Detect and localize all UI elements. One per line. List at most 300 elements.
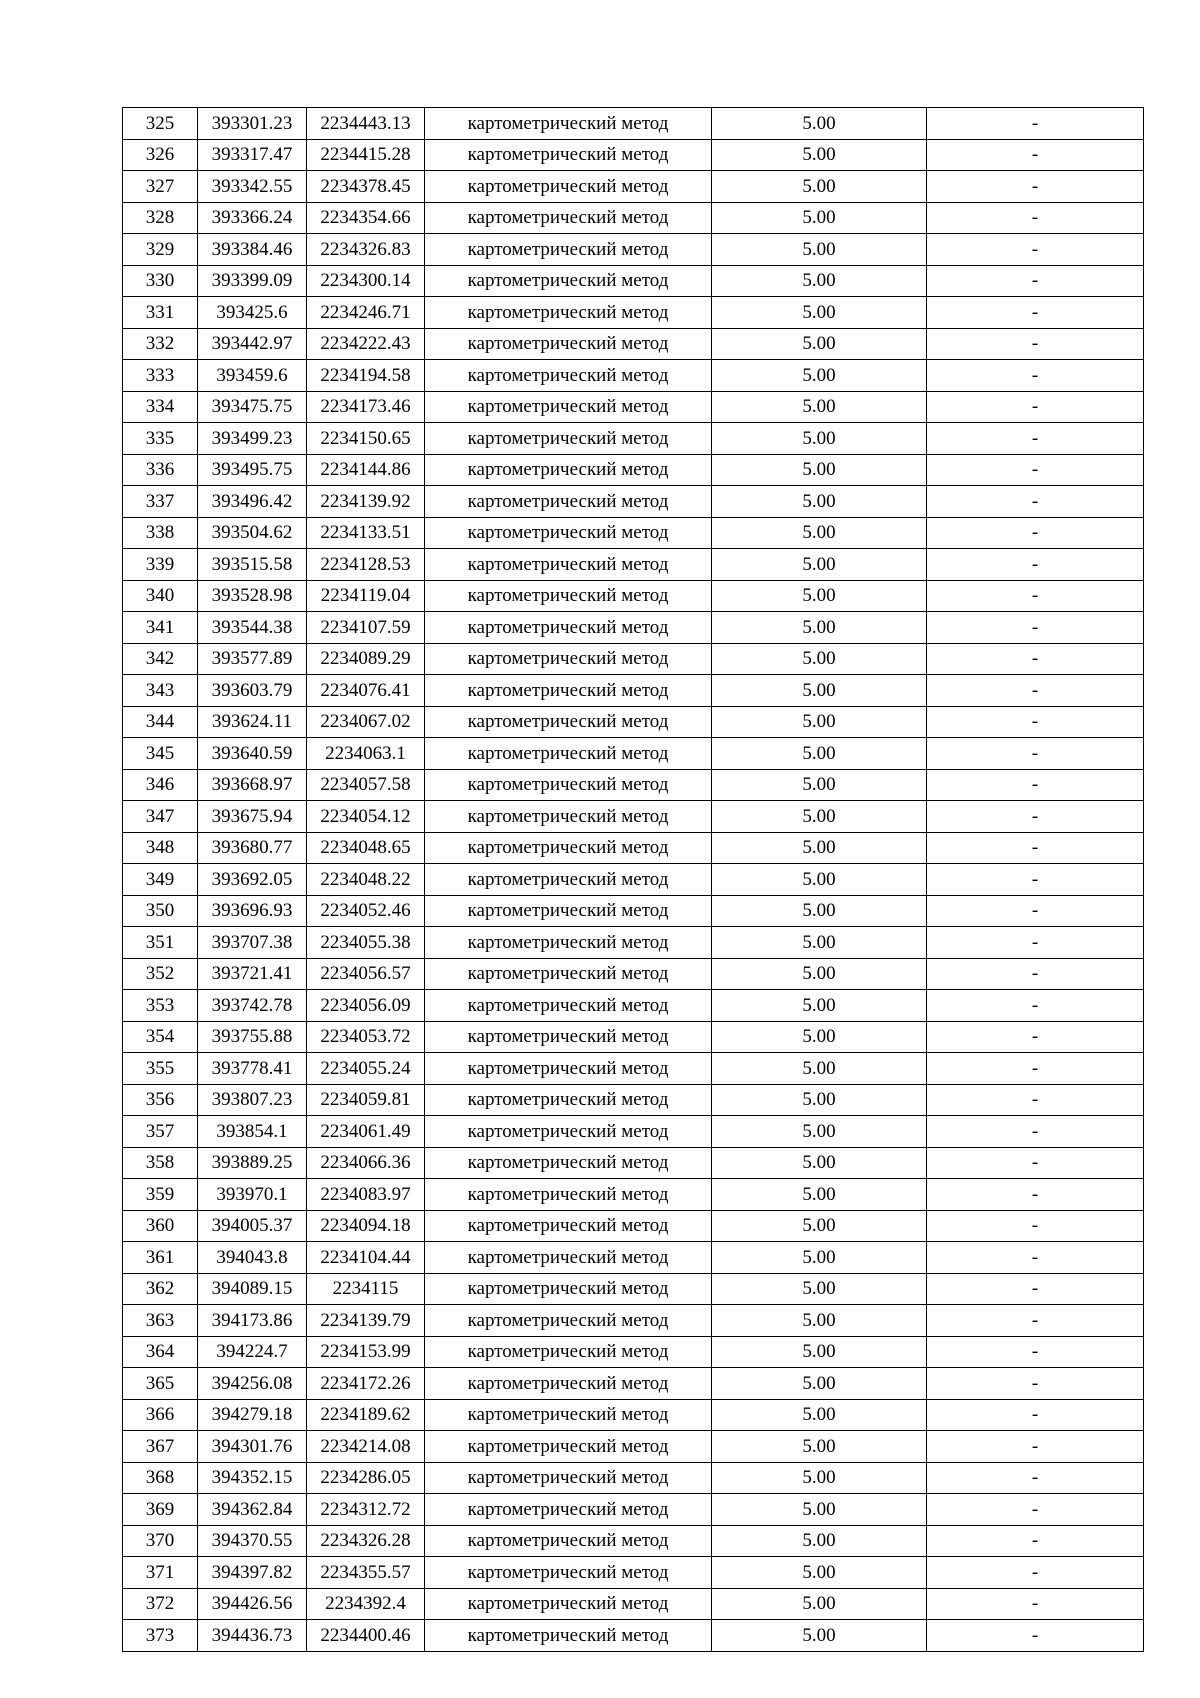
table-row — [123, 612, 1144, 644]
x-coordinate-cell: 394224.7 — [198, 1336, 307, 1368]
method-cell: картометрический метод — [425, 108, 712, 140]
method-cell: картометрический метод — [425, 612, 712, 644]
x-coordinate-cell: 393889.25 — [198, 1147, 307, 1179]
x-coordinate-cell: 393692.05 — [198, 864, 307, 896]
y-coordinate-cell: 2234312.72 — [307, 1494, 425, 1526]
accuracy-cell: 5.00 — [712, 801, 927, 833]
point-number-cell: 353 — [123, 990, 198, 1022]
x-coordinate-cell: 393544.38 — [198, 612, 307, 644]
y-coordinate-cell: 2234104.44 — [307, 1242, 425, 1274]
point-number-cell: 331 — [123, 297, 198, 329]
x-coordinate-cell: 393528.98 — [198, 580, 307, 612]
x-coordinate-cell: 393459.6 — [198, 360, 307, 392]
table-row — [123, 328, 1144, 360]
table-row — [123, 832, 1144, 864]
x-coordinate-cell: 393504.62 — [198, 517, 307, 549]
method-cell: картометрический метод — [425, 1462, 712, 1494]
description-cell: - — [927, 1588, 1144, 1620]
description-cell: - — [927, 675, 1144, 707]
point-number-cell: 332 — [123, 328, 198, 360]
method-cell: картометрический метод — [425, 895, 712, 927]
y-coordinate-cell: 2234055.24 — [307, 1053, 425, 1085]
y-coordinate-cell: 2234326.83 — [307, 234, 425, 266]
method-cell: картометрический метод — [425, 1021, 712, 1053]
accuracy-cell: 5.00 — [712, 328, 927, 360]
description-cell: - — [927, 423, 1144, 455]
point-number-cell: 350 — [123, 895, 198, 927]
point-number-cell: 369 — [123, 1494, 198, 1526]
table-row — [123, 769, 1144, 801]
y-coordinate-cell: 2234189.62 — [307, 1399, 425, 1431]
method-cell: картометрический метод — [425, 328, 712, 360]
table-row — [123, 1336, 1144, 1368]
description-cell: - — [927, 958, 1144, 990]
method-cell: картометрический метод — [425, 202, 712, 234]
table-row — [123, 1116, 1144, 1148]
accuracy-cell: 5.00 — [712, 1179, 927, 1211]
y-coordinate-cell: 2234144.86 — [307, 454, 425, 486]
accuracy-cell: 5.00 — [712, 1242, 927, 1274]
method-cell: картометрический метод — [425, 423, 712, 455]
y-coordinate-cell: 2234133.51 — [307, 517, 425, 549]
point-number-cell: 328 — [123, 202, 198, 234]
point-number-cell: 356 — [123, 1084, 198, 1116]
table-row — [123, 234, 1144, 266]
accuracy-cell: 5.00 — [712, 360, 927, 392]
table-row — [123, 706, 1144, 738]
description-cell: - — [927, 1399, 1144, 1431]
point-number-cell: 372 — [123, 1588, 198, 1620]
method-cell: картометрический метод — [425, 517, 712, 549]
accuracy-cell: 5.00 — [712, 580, 927, 612]
x-coordinate-cell: 394426.56 — [198, 1588, 307, 1620]
y-coordinate-cell: 2234089.29 — [307, 643, 425, 675]
point-number-cell: 335 — [123, 423, 198, 455]
table-row — [123, 1305, 1144, 1337]
x-coordinate-cell: 393442.97 — [198, 328, 307, 360]
x-coordinate-cell: 393778.41 — [198, 1053, 307, 1085]
table-row — [123, 1431, 1144, 1463]
y-coordinate-cell: 2234128.53 — [307, 549, 425, 581]
point-number-cell: 363 — [123, 1305, 198, 1337]
point-number-cell: 358 — [123, 1147, 198, 1179]
table-row — [123, 1053, 1144, 1085]
y-coordinate-cell: 2234214.08 — [307, 1431, 425, 1463]
method-cell: картометрический метод — [425, 864, 712, 896]
accuracy-cell: 5.00 — [712, 171, 927, 203]
description-cell: - — [927, 1084, 1144, 1116]
y-coordinate-cell: 2234052.46 — [307, 895, 425, 927]
accuracy-cell: 5.00 — [712, 517, 927, 549]
y-coordinate-cell: 2234057.58 — [307, 769, 425, 801]
y-coordinate-cell: 2234246.71 — [307, 297, 425, 329]
description-cell: - — [927, 234, 1144, 266]
accuracy-cell: 5.00 — [712, 1494, 927, 1526]
x-coordinate-cell: 393603.79 — [198, 675, 307, 707]
accuracy-cell: 5.00 — [712, 1084, 927, 1116]
description-cell: - — [927, 1462, 1144, 1494]
point-number-cell: 362 — [123, 1273, 198, 1305]
point-number-cell: 337 — [123, 486, 198, 518]
description-cell: - — [927, 139, 1144, 171]
description-cell: - — [927, 1336, 1144, 1368]
table-row — [123, 1021, 1144, 1053]
accuracy-cell: 5.00 — [712, 139, 927, 171]
x-coordinate-cell: 393742.78 — [198, 990, 307, 1022]
coordinates-table — [122, 107, 1144, 1652]
point-number-cell: 348 — [123, 832, 198, 864]
table-row — [123, 517, 1144, 549]
y-coordinate-cell: 2234061.49 — [307, 1116, 425, 1148]
point-number-cell: 368 — [123, 1462, 198, 1494]
y-coordinate-cell: 2234286.05 — [307, 1462, 425, 1494]
point-number-cell: 339 — [123, 549, 198, 581]
y-coordinate-cell: 2234067.02 — [307, 706, 425, 738]
description-cell: - — [927, 1620, 1144, 1652]
x-coordinate-cell: 393577.89 — [198, 643, 307, 675]
method-cell: картометрический метод — [425, 1273, 712, 1305]
y-coordinate-cell: 2234076.41 — [307, 675, 425, 707]
x-coordinate-cell: 393425.6 — [198, 297, 307, 329]
description-cell: - — [927, 265, 1144, 297]
x-coordinate-cell: 393680.77 — [198, 832, 307, 864]
x-coordinate-cell: 393721.41 — [198, 958, 307, 990]
method-cell: картометрический метод — [425, 297, 712, 329]
method-cell: картометрический метод — [425, 1147, 712, 1179]
y-coordinate-cell: 2234056.57 — [307, 958, 425, 990]
table-row — [123, 927, 1144, 959]
description-cell: - — [927, 328, 1144, 360]
point-number-cell: 371 — [123, 1557, 198, 1589]
table-row — [123, 1273, 1144, 1305]
accuracy-cell: 5.00 — [712, 454, 927, 486]
table-row — [123, 139, 1144, 171]
y-coordinate-cell: 2234443.13 — [307, 108, 425, 140]
table-row — [123, 1494, 1144, 1526]
point-number-cell: 334 — [123, 391, 198, 423]
y-coordinate-cell: 2234056.09 — [307, 990, 425, 1022]
accuracy-cell: 5.00 — [712, 1557, 927, 1589]
table-row — [123, 958, 1144, 990]
table-row — [123, 580, 1144, 612]
description-cell: - — [927, 1116, 1144, 1148]
x-coordinate-cell: 393624.11 — [198, 706, 307, 738]
accuracy-cell: 5.00 — [712, 234, 927, 266]
point-number-cell: 366 — [123, 1399, 198, 1431]
accuracy-cell: 5.00 — [712, 486, 927, 518]
y-coordinate-cell: 2234083.97 — [307, 1179, 425, 1211]
method-cell: картометрический метод — [425, 1084, 712, 1116]
y-coordinate-cell: 2234048.22 — [307, 864, 425, 896]
table-row — [123, 1084, 1144, 1116]
accuracy-cell: 5.00 — [712, 423, 927, 455]
y-coordinate-cell: 2234150.65 — [307, 423, 425, 455]
point-number-cell: 361 — [123, 1242, 198, 1274]
method-cell: картометрический метод — [425, 927, 712, 959]
x-coordinate-cell: 394397.82 — [198, 1557, 307, 1589]
description-cell: - — [927, 1525, 1144, 1557]
point-number-cell: 333 — [123, 360, 198, 392]
method-cell: картометрический метод — [425, 1494, 712, 1526]
x-coordinate-cell: 393515.58 — [198, 549, 307, 581]
description-cell: - — [927, 1305, 1144, 1337]
x-coordinate-cell: 394279.18 — [198, 1399, 307, 1431]
accuracy-cell: 5.00 — [712, 769, 927, 801]
accuracy-cell: 5.00 — [712, 1053, 927, 1085]
method-cell: картометрический метод — [425, 832, 712, 864]
y-coordinate-cell: 2234173.46 — [307, 391, 425, 423]
point-number-cell: 360 — [123, 1210, 198, 1242]
description-cell: - — [927, 1242, 1144, 1274]
point-number-cell: 326 — [123, 139, 198, 171]
table-row — [123, 643, 1144, 675]
table-row — [123, 391, 1144, 423]
method-cell: картометрический метод — [425, 1210, 712, 1242]
x-coordinate-cell: 394370.55 — [198, 1525, 307, 1557]
point-number-cell: 352 — [123, 958, 198, 990]
method-cell: картометрический метод — [425, 1116, 712, 1148]
table-row — [123, 675, 1144, 707]
accuracy-cell: 5.00 — [712, 864, 927, 896]
description-cell: - — [927, 1431, 1144, 1463]
y-coordinate-cell: 2234172.26 — [307, 1368, 425, 1400]
y-coordinate-cell: 2234139.79 — [307, 1305, 425, 1337]
method-cell: картометрический метод — [425, 1368, 712, 1400]
table-row — [123, 454, 1144, 486]
description-cell: - — [927, 990, 1144, 1022]
table-row — [123, 738, 1144, 770]
table-row — [123, 549, 1144, 581]
accuracy-cell: 5.00 — [712, 1210, 927, 1242]
x-coordinate-cell: 394089.15 — [198, 1273, 307, 1305]
method-cell: картометрический метод — [425, 171, 712, 203]
table-row — [123, 360, 1144, 392]
description-cell: - — [927, 832, 1144, 864]
accuracy-cell: 5.00 — [712, 675, 927, 707]
description-cell: - — [927, 1179, 1144, 1211]
y-coordinate-cell: 2234194.58 — [307, 360, 425, 392]
table-row — [123, 1588, 1144, 1620]
point-number-cell: 349 — [123, 864, 198, 896]
accuracy-cell: 5.00 — [712, 958, 927, 990]
table-row — [123, 486, 1144, 518]
method-cell: картометрический метод — [425, 769, 712, 801]
accuracy-cell: 5.00 — [712, 1021, 927, 1053]
description-cell: - — [927, 1021, 1144, 1053]
table-row — [123, 1179, 1144, 1211]
description-cell: - — [927, 864, 1144, 896]
point-number-cell: 351 — [123, 927, 198, 959]
accuracy-cell: 5.00 — [712, 1116, 927, 1148]
accuracy-cell: 5.00 — [712, 1336, 927, 1368]
method-cell: картометрический метод — [425, 234, 712, 266]
point-number-cell: 346 — [123, 769, 198, 801]
description-cell: - — [927, 801, 1144, 833]
description-cell: - — [927, 738, 1144, 770]
point-number-cell: 329 — [123, 234, 198, 266]
point-number-cell: 327 — [123, 171, 198, 203]
accuracy-cell: 5.00 — [712, 706, 927, 738]
description-cell: - — [927, 391, 1144, 423]
y-coordinate-cell: 2234400.46 — [307, 1620, 425, 1652]
x-coordinate-cell: 393707.38 — [198, 927, 307, 959]
x-coordinate-cell: 393301.23 — [198, 108, 307, 140]
description-cell: - — [927, 769, 1144, 801]
point-number-cell: 344 — [123, 706, 198, 738]
method-cell: картометрический метод — [425, 1336, 712, 1368]
description-cell: - — [927, 1494, 1144, 1526]
accuracy-cell: 5.00 — [712, 1525, 927, 1557]
table-row — [123, 1399, 1144, 1431]
method-cell: картометрический метод — [425, 391, 712, 423]
point-number-cell: 359 — [123, 1179, 198, 1211]
point-number-cell: 354 — [123, 1021, 198, 1053]
accuracy-cell: 5.00 — [712, 832, 927, 864]
method-cell: картометрический метод — [425, 1399, 712, 1431]
method-cell: картометрический метод — [425, 549, 712, 581]
accuracy-cell: 5.00 — [712, 1368, 927, 1400]
accuracy-cell: 5.00 — [712, 1399, 927, 1431]
y-coordinate-cell: 2234066.36 — [307, 1147, 425, 1179]
accuracy-cell: 5.00 — [712, 1462, 927, 1494]
x-coordinate-cell: 393675.94 — [198, 801, 307, 833]
y-coordinate-cell: 2234059.81 — [307, 1084, 425, 1116]
accuracy-cell: 5.00 — [712, 549, 927, 581]
x-coordinate-cell: 393640.59 — [198, 738, 307, 770]
table-row — [123, 1210, 1144, 1242]
table-row — [123, 895, 1144, 927]
accuracy-cell: 5.00 — [712, 1147, 927, 1179]
description-cell: - — [927, 171, 1144, 203]
y-coordinate-cell: 2234222.43 — [307, 328, 425, 360]
table-row — [123, 108, 1144, 140]
x-coordinate-cell: 393384.46 — [198, 234, 307, 266]
table-row — [123, 1242, 1144, 1274]
accuracy-cell: 5.00 — [712, 990, 927, 1022]
method-cell: картометрический метод — [425, 675, 712, 707]
method-cell: картометрический метод — [425, 643, 712, 675]
point-number-cell: 341 — [123, 612, 198, 644]
x-coordinate-cell: 393499.23 — [198, 423, 307, 455]
table-row — [123, 801, 1144, 833]
point-number-cell: 355 — [123, 1053, 198, 1085]
method-cell: картометрический метод — [425, 1179, 712, 1211]
method-cell: картометрический метод — [425, 1242, 712, 1274]
point-number-cell: 357 — [123, 1116, 198, 1148]
x-coordinate-cell: 393399.09 — [198, 265, 307, 297]
point-number-cell: 340 — [123, 580, 198, 612]
point-number-cell: 365 — [123, 1368, 198, 1400]
point-number-cell: 342 — [123, 643, 198, 675]
description-cell: - — [927, 1147, 1144, 1179]
table-row — [123, 1368, 1144, 1400]
x-coordinate-cell: 393317.47 — [198, 139, 307, 171]
method-cell: картометрический метод — [425, 1305, 712, 1337]
method-cell: картометрический метод — [425, 1620, 712, 1652]
y-coordinate-cell: 2234139.92 — [307, 486, 425, 518]
accuracy-cell: 5.00 — [712, 108, 927, 140]
method-cell: картометрический метод — [425, 738, 712, 770]
method-cell: картометрический метод — [425, 990, 712, 1022]
y-coordinate-cell: 2234415.28 — [307, 139, 425, 171]
y-coordinate-cell: 2234115 — [307, 1273, 425, 1305]
table-row — [123, 1525, 1144, 1557]
y-coordinate-cell: 2234153.99 — [307, 1336, 425, 1368]
table-row — [123, 1147, 1144, 1179]
table-row — [123, 202, 1144, 234]
accuracy-cell: 5.00 — [712, 297, 927, 329]
point-number-cell: 345 — [123, 738, 198, 770]
table-row — [123, 1620, 1144, 1652]
y-coordinate-cell: 2234048.65 — [307, 832, 425, 864]
description-cell: - — [927, 706, 1144, 738]
description-cell: - — [927, 580, 1144, 612]
accuracy-cell: 5.00 — [712, 1305, 927, 1337]
method-cell: картометрический метод — [425, 1588, 712, 1620]
table-row — [123, 990, 1144, 1022]
x-coordinate-cell: 393807.23 — [198, 1084, 307, 1116]
description-cell: - — [927, 297, 1144, 329]
accuracy-cell: 5.00 — [712, 738, 927, 770]
x-coordinate-cell: 394352.15 — [198, 1462, 307, 1494]
description-cell: - — [927, 454, 1144, 486]
point-number-cell: 373 — [123, 1620, 198, 1652]
point-number-cell: 336 — [123, 454, 198, 486]
point-number-cell: 343 — [123, 675, 198, 707]
accuracy-cell: 5.00 — [712, 265, 927, 297]
x-coordinate-cell: 394362.84 — [198, 1494, 307, 1526]
y-coordinate-cell: 2234355.57 — [307, 1557, 425, 1589]
x-coordinate-cell: 394301.76 — [198, 1431, 307, 1463]
accuracy-cell: 5.00 — [712, 927, 927, 959]
method-cell: картометрический метод — [425, 265, 712, 297]
table-row — [123, 423, 1144, 455]
method-cell: картометрический метод — [425, 139, 712, 171]
description-cell: - — [927, 1053, 1144, 1085]
point-number-cell: 367 — [123, 1431, 198, 1463]
method-cell: картометрический метод — [425, 706, 712, 738]
y-coordinate-cell: 2234326.28 — [307, 1525, 425, 1557]
description-cell: - — [927, 108, 1144, 140]
description-cell: - — [927, 927, 1144, 959]
table-row — [123, 1462, 1144, 1494]
x-coordinate-cell: 393755.88 — [198, 1021, 307, 1053]
description-cell: - — [927, 549, 1144, 581]
x-coordinate-cell: 394043.8 — [198, 1242, 307, 1274]
x-coordinate-cell: 394436.73 — [198, 1620, 307, 1652]
accuracy-cell: 5.00 — [712, 1588, 927, 1620]
point-number-cell: 338 — [123, 517, 198, 549]
point-number-cell: 364 — [123, 1336, 198, 1368]
description-cell: - — [927, 202, 1144, 234]
accuracy-cell: 5.00 — [712, 391, 927, 423]
accuracy-cell: 5.00 — [712, 612, 927, 644]
y-coordinate-cell: 2234378.45 — [307, 171, 425, 203]
x-coordinate-cell: 394005.37 — [198, 1210, 307, 1242]
method-cell: картометрический метод — [425, 801, 712, 833]
description-cell: - — [927, 643, 1144, 675]
accuracy-cell: 5.00 — [712, 1431, 927, 1463]
table-row — [123, 265, 1144, 297]
point-number-cell: 330 — [123, 265, 198, 297]
method-cell: картометрический метод — [425, 1525, 712, 1557]
method-cell: картометрический метод — [425, 1431, 712, 1463]
description-cell: - — [927, 486, 1144, 518]
coordinates-table-body — [123, 108, 1144, 1652]
description-cell: - — [927, 517, 1144, 549]
method-cell: картометрический метод — [425, 1053, 712, 1085]
x-coordinate-cell: 393495.75 — [198, 454, 307, 486]
